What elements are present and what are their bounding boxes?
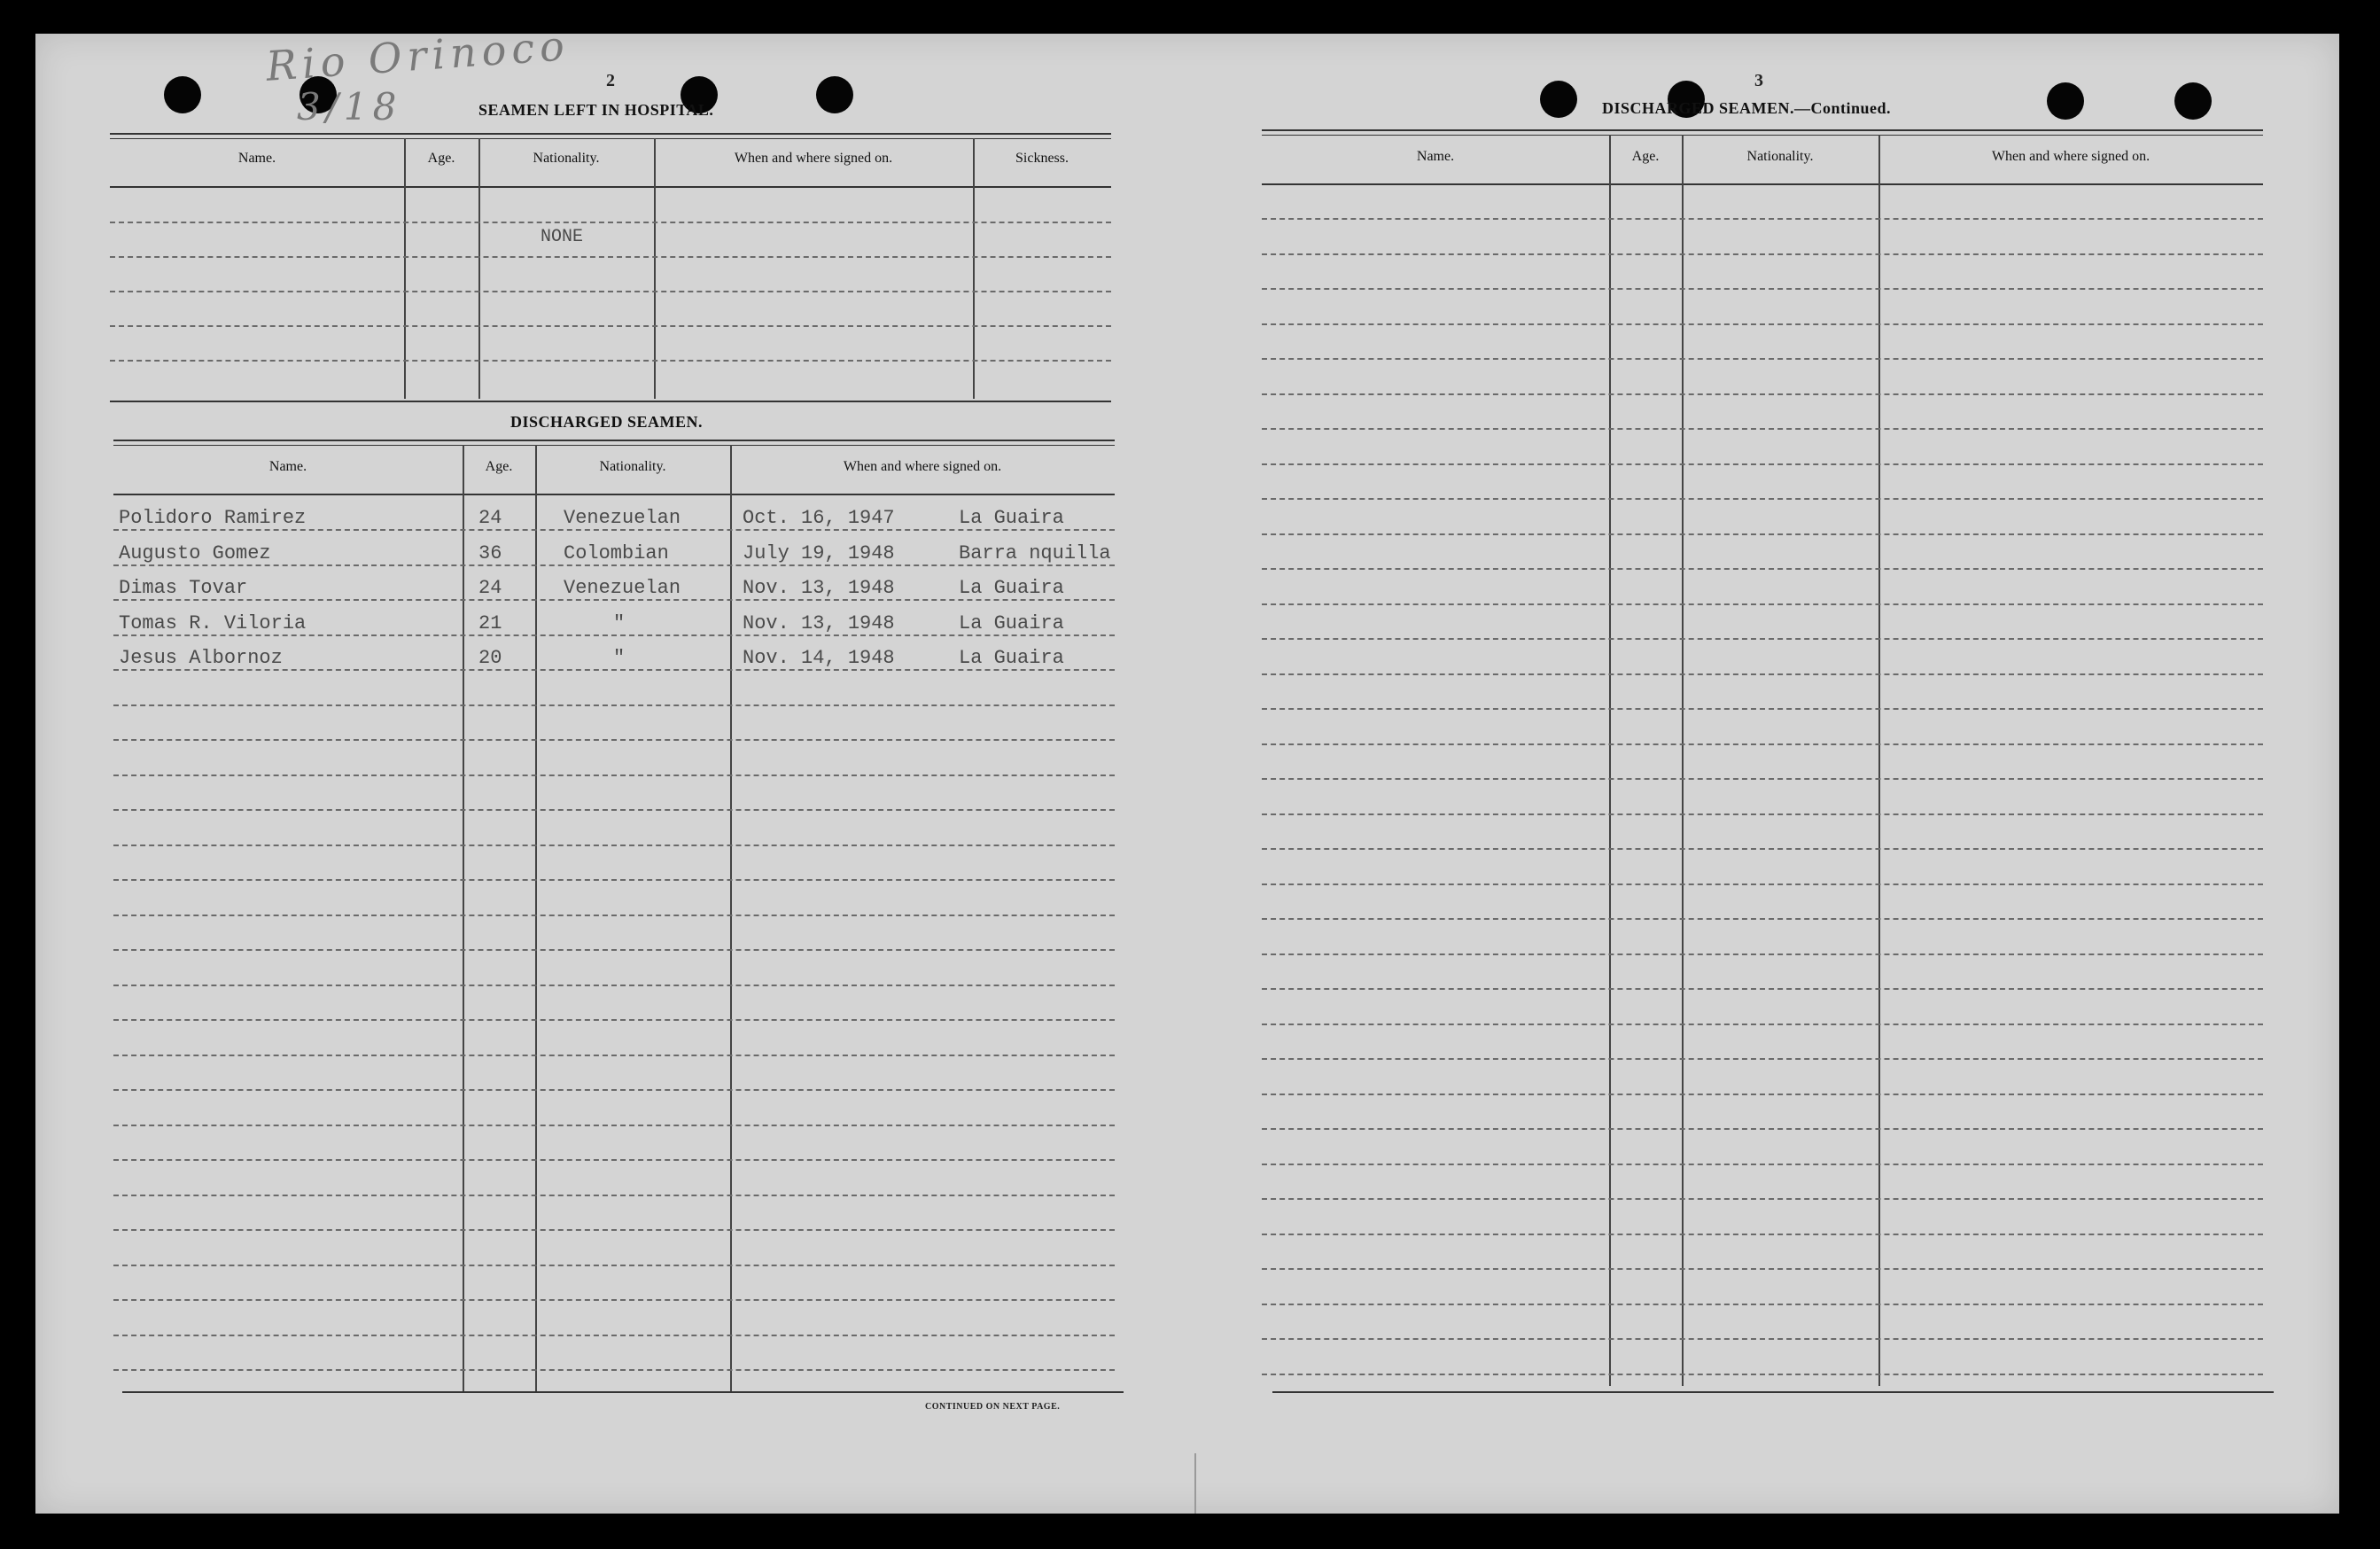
ruled-line bbox=[1262, 428, 2263, 430]
hospital-section-title: SEAMEN LEFT IN HOSPITAL. bbox=[478, 101, 714, 119]
discharged-header-signed-on: When and where signed on. bbox=[843, 459, 1002, 474]
ruled-line bbox=[1262, 918, 2263, 920]
ruled-line bbox=[113, 1125, 1115, 1126]
center-fold bbox=[1194, 1453, 1196, 1514]
seaman-name: Jesus Albornoz bbox=[119, 647, 283, 669]
discharged-header-age: Age. bbox=[485, 459, 513, 474]
discharged-section-title: DISCHARGED SEAMEN. bbox=[510, 413, 704, 431]
signed-on-date: Oct. 16, 1947 bbox=[743, 507, 895, 529]
ruled-line bbox=[113, 1335, 1115, 1336]
seaman-nationality: Venezuelan bbox=[564, 577, 681, 599]
ruled-line bbox=[1262, 1234, 2263, 1235]
ruled-line bbox=[110, 360, 1111, 362]
discharged-top-rule bbox=[113, 440, 1115, 446]
hospital-bottom-rule bbox=[110, 401, 1111, 402]
ruled-line bbox=[1262, 638, 2263, 640]
right-page-bottom-rule bbox=[1272, 1391, 2274, 1393]
ruled-line bbox=[1262, 1128, 2263, 1130]
punch-hole bbox=[2047, 82, 2084, 120]
right-top-rule bbox=[1262, 129, 2263, 136]
discharged-col-divider bbox=[535, 445, 537, 1391]
seaman-name: Polidoro Ramirez bbox=[119, 507, 307, 529]
seaman-age: 24 bbox=[478, 507, 502, 529]
page-number-left: 2 bbox=[606, 71, 615, 90]
ruled-line bbox=[110, 256, 1111, 258]
continued-footnote: CONTINUED ON NEXT PAGE. bbox=[925, 1402, 1061, 1412]
ruled-line bbox=[1262, 954, 2263, 955]
ruled-line bbox=[1262, 1198, 2263, 1200]
seaman-nationality: " bbox=[613, 647, 626, 669]
ruled-line bbox=[113, 1089, 1115, 1091]
signed-on-date: Nov. 14, 1948 bbox=[743, 647, 895, 669]
right-header-rule bbox=[1262, 183, 2263, 185]
hospital-header-signed-on: When and where signed on. bbox=[734, 151, 893, 166]
ruled-line bbox=[1262, 533, 2263, 535]
ruled-line bbox=[110, 222, 1111, 223]
ruled-line bbox=[1262, 1094, 2263, 1095]
punch-hole bbox=[1540, 81, 1577, 118]
ruled-line bbox=[1262, 708, 2263, 710]
handwritten-date: 3/18 bbox=[297, 85, 402, 128]
ruled-line bbox=[1262, 393, 2263, 395]
ruled-line bbox=[1262, 463, 2263, 465]
seaman-name: Dimas Tovar bbox=[119, 577, 248, 599]
seaman-age: 24 bbox=[478, 577, 502, 599]
ruled-line bbox=[1262, 253, 2263, 255]
seaman-nationality: Venezuelan bbox=[564, 507, 681, 529]
ruled-line bbox=[113, 845, 1115, 846]
ruled-line bbox=[113, 1159, 1115, 1161]
hospital-header-rule bbox=[110, 186, 1111, 188]
punch-hole bbox=[164, 76, 201, 113]
ruled-line bbox=[110, 291, 1111, 292]
seaman-name: Tomas R. Viloria bbox=[119, 611, 307, 634]
ruled-line bbox=[113, 564, 1115, 566]
ruled-line bbox=[1262, 288, 2263, 290]
ruled-line bbox=[1262, 743, 2263, 745]
ruled-line bbox=[113, 1299, 1115, 1301]
discharged-header-name: Name. bbox=[268, 459, 307, 474]
ruled-line bbox=[1262, 603, 2263, 605]
seaman-age: 36 bbox=[478, 541, 502, 564]
signed-on-place: La Guaira bbox=[959, 611, 1064, 634]
page-number-right: 3 bbox=[1754, 71, 1763, 90]
signed-on-date: Nov. 13, 1948 bbox=[743, 611, 895, 634]
signed-on-place: La Guaira bbox=[959, 507, 1064, 529]
signed-on-place: La Guaira bbox=[959, 647, 1064, 669]
ruled-line bbox=[110, 325, 1111, 327]
ruled-line bbox=[1262, 778, 2263, 780]
left-page-bottom-rule bbox=[122, 1391, 1124, 1393]
right-section-title: DISCHARGED SEAMEN.—Continued. bbox=[1602, 99, 1892, 117]
ruled-line bbox=[113, 1055, 1115, 1056]
ruled-line bbox=[113, 529, 1115, 531]
ruled-line bbox=[113, 949, 1115, 951]
ruled-line bbox=[113, 1369, 1115, 1371]
seaman-name: Augusto Gomez bbox=[119, 541, 271, 564]
ruled-line bbox=[1262, 1374, 2263, 1375]
ruled-line bbox=[113, 1019, 1115, 1021]
ruled-line bbox=[1262, 673, 2263, 675]
signed-on-date: July 19, 1948 bbox=[743, 541, 895, 564]
hospital-header-age: Age. bbox=[427, 151, 455, 166]
ruled-line bbox=[1262, 1304, 2263, 1305]
ruled-line bbox=[113, 739, 1115, 741]
seaman-age: 20 bbox=[478, 647, 502, 669]
punch-hole bbox=[2174, 82, 2212, 120]
ruled-line bbox=[113, 809, 1115, 811]
hospital-none-entry: NONE bbox=[541, 227, 584, 247]
hospital-top-rule bbox=[110, 133, 1111, 139]
discharged-header-rule bbox=[113, 494, 1115, 495]
seaman-age: 21 bbox=[478, 611, 502, 634]
ruled-line bbox=[1262, 883, 2263, 885]
ruled-line bbox=[1262, 1338, 2263, 1340]
ruled-line bbox=[1262, 498, 2263, 500]
signed-on-place: Barra nquilla bbox=[959, 541, 1111, 564]
ruled-line bbox=[1262, 323, 2263, 325]
signed-on-date: Nov. 13, 1948 bbox=[743, 577, 895, 599]
ruled-line bbox=[1262, 1164, 2263, 1165]
ruled-line bbox=[113, 1265, 1115, 1266]
ruled-line bbox=[113, 915, 1115, 916]
signed-on-place: La Guaira bbox=[959, 577, 1064, 599]
ruled-line bbox=[113, 985, 1115, 986]
ruled-line bbox=[1262, 1268, 2263, 1270]
ruled-line bbox=[1262, 988, 2263, 990]
seaman-nationality: " bbox=[613, 611, 626, 634]
right-header-age: Age. bbox=[1631, 149, 1660, 164]
right-header-signed-on: When and where signed on. bbox=[1991, 149, 2151, 164]
ruled-line bbox=[1262, 568, 2263, 570]
ruled-line bbox=[1262, 218, 2263, 220]
ruled-line bbox=[113, 1195, 1115, 1196]
discharged-header-nationality: Nationality. bbox=[599, 459, 666, 474]
ruled-line bbox=[1262, 848, 2263, 850]
punch-hole bbox=[816, 76, 853, 113]
ruled-line bbox=[1262, 813, 2263, 815]
discharged-col-divider bbox=[463, 445, 464, 1391]
handwritten-ship-name: Rio Orinoco bbox=[264, 21, 572, 90]
seaman-nationality: Colombian bbox=[564, 541, 669, 564]
ruled-line bbox=[113, 879, 1115, 881]
discharged-col-divider bbox=[730, 445, 732, 1391]
ruled-line bbox=[1262, 358, 2263, 360]
ruled-line bbox=[113, 634, 1115, 636]
right-header-name: Name. bbox=[1416, 149, 1455, 164]
ruled-line bbox=[113, 774, 1115, 776]
ruled-line bbox=[113, 599, 1115, 601]
hospital-header-nationality: Nationality. bbox=[533, 151, 600, 166]
right-header-nationality: Nationality. bbox=[1746, 149, 1814, 164]
ruled-line bbox=[1262, 1058, 2263, 1060]
ruled-line bbox=[113, 704, 1115, 706]
hospital-header-name: Name. bbox=[237, 151, 276, 166]
ruled-line bbox=[113, 669, 1115, 671]
hospital-header-sickness: Sickness. bbox=[1015, 151, 1069, 166]
ruled-line bbox=[113, 1229, 1115, 1231]
ruled-line bbox=[1262, 1024, 2263, 1025]
